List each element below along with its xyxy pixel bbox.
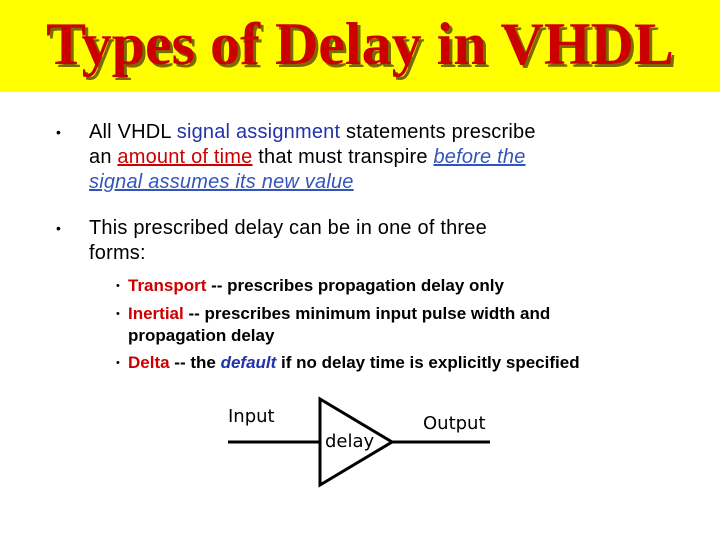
input-label: Input [228, 406, 275, 427]
text-segment: that must transpire [252, 146, 434, 168]
text-segment: an [89, 146, 118, 168]
sub-bullet-marker: • [116, 357, 120, 369]
default-word: default [220, 353, 277, 372]
text-segment: All VHDL [89, 121, 177, 143]
signal-assignment-phrase: signal assignment [176, 121, 341, 143]
sub-bullet-marker: • [116, 280, 120, 292]
text-segment: if no delay time is explicitly specified [276, 353, 580, 372]
amount-of-time-phrase: amount of time [117, 146, 253, 168]
text-segment: -- prescribes propagation delay only [206, 276, 504, 295]
before-the-phrase: before the [433, 146, 526, 168]
text-segment: -- prescribes minimum input pulse width and [183, 304, 551, 323]
text-segment: statements prescribe [340, 121, 536, 143]
sub-bullet-marker: • [116, 308, 120, 320]
delay-label: delay [325, 431, 375, 452]
bullet-1-line-3: signal assumes its new value [89, 171, 354, 193]
bullet-marker: • [56, 220, 61, 236]
term-transport: Transport [128, 276, 207, 295]
output-label: Output [423, 413, 486, 434]
slide-title: Types of Delay in VHDL [46, 11, 674, 77]
sub-item-text-continued: propagation delay [128, 326, 275, 345]
text-segment: -- the [169, 353, 221, 372]
bullet-2-line-2: forms: [89, 242, 146, 264]
bullet-marker: • [56, 124, 61, 140]
term-inertial: Inertial [128, 304, 184, 323]
bullet-2-line-1: This prescribed delay can be in one of three [89, 217, 487, 239]
term-delta: Delta [128, 353, 170, 372]
